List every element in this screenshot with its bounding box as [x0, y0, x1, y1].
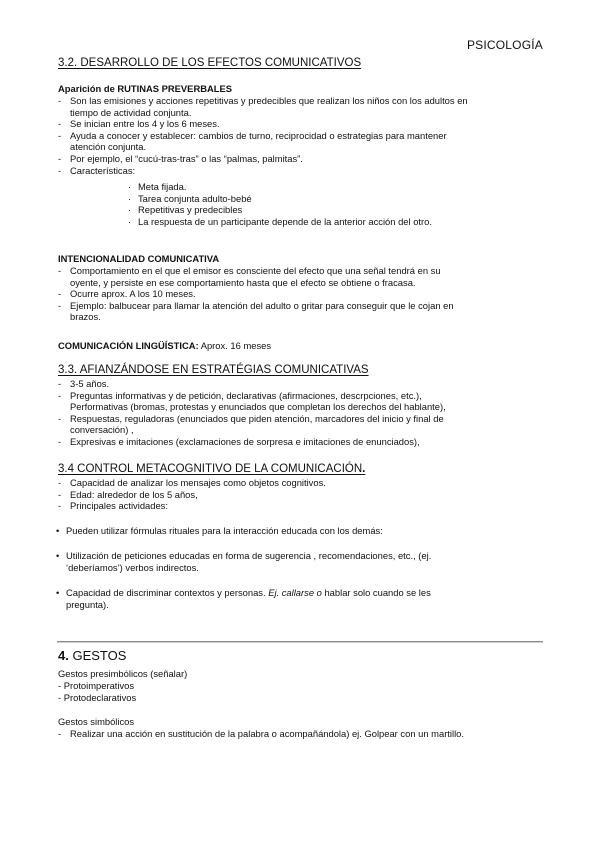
list-item: - Ocurre aprox. A los 10 meses.: [58, 288, 196, 300]
page-header-subject: PSICOLOGÍA: [466, 38, 543, 52]
protodeclarativos: - Protodeclarativos: [58, 692, 137, 703]
list-item: - Capacidad de analizar los mensajes como objetos cognitivos.: [58, 477, 326, 488]
bullet-formulas-rituales: • Pueden utilizar fórmulas rituales para la interacción educada con los demás:: [56, 525, 383, 536]
list-item-continuation: atención conjunta.: [70, 141, 147, 153]
section-3-3-title: 3.3. AFIANZÁNDOSE EN ESTRATÉGIAS COMUNICATIVAS: [58, 364, 369, 376]
list-item: - Principales actividades:: [58, 500, 168, 512]
list-item: - Realizar una acción en sustitución de la palabra o acompañándola) ej. Golpear con un martillo.: [58, 728, 464, 739]
estrategias-list: [58, 378, 548, 448]
bullet-peticiones-educadas: • Utilización de peticiones educadas en forma de sugerencia , recomendaciones, etc., (ej. ‘deberíamos’) verbos indirectos.: [56, 550, 432, 573]
list-item: - Comportamiento en el que el emisor es consciente del efecto que una señal tendrá en su: [58, 265, 441, 276]
list-item: - Expresivas e imitaciones (exclamaciones de sorpresa e imitaciones de enunciados),: [58, 435, 420, 447]
section-4-title: 4. GESTOS: [58, 648, 127, 663]
list-item: · Repetitivas y predecibles: [128, 204, 243, 216]
bullet-discriminar-contextos: • Capacidad de discriminar contextos y personas. Ej. callarse o hablar solo cuando se les pregunta).: [56, 587, 431, 610]
list-item: - Respuestas, reguladoras (enunciados que piden atención, marcadores del inicio y final de: [58, 412, 444, 424]
list-item-continuation: Performativas (bromas, protestas y enunciados que completan los derechos del hablante),: [70, 401, 446, 413]
section-3-2-title: 3.2. DESARROLLO DE LOS EFECTOS COMUNICATIVOS: [58, 57, 362, 69]
gestos-presimbolicos: Gestos presimbólicos (señalar): [58, 668, 188, 679]
list-item: - Ayuda a conocer y establecer: cambios de turno, reciprocidad o estrategias para mantener: [58, 129, 447, 141]
list-item: - Por ejemplo, el “cucú-tras-tras” o las “palmas, palmitas”.: [58, 152, 303, 164]
comunicacion-linguistica: COMUNICACIÓN LINGÜÍSTICA: Aprox. 16 meses: [58, 340, 272, 351]
section-divider: [57, 641, 543, 643]
list-item: · La respuesta de un participante depende de la anterior acción del otro.: [128, 215, 432, 227]
list-item: - Edad: alrededor de los 5 años,: [58, 488, 198, 500]
caracteristicas-list: [128, 181, 528, 227]
list-item: - Características:: [58, 164, 136, 176]
intencionalidad-heading: INTENCIONALIDAD COMUNICATIVA: [58, 253, 220, 264]
list-item-continuation: conversación) ,: [70, 424, 134, 436]
metacognitivo-list: [58, 477, 548, 512]
list-item: · Meta fijada.: [128, 181, 187, 192]
list-item: - Ejemplo: balbucear para llamar la atención del adulto o gritar para conseguir que le cojan en: [58, 299, 454, 311]
list-item-continuation: tiempo de actividad conjunta.: [70, 106, 192, 118]
list-item: - Son las emisiones y acciones repetitivas y predecibles que realizan los niños con los adultos en: [58, 95, 468, 106]
list-item: · Tarea conjunta adulto-bebé: [128, 192, 252, 204]
list-item: - 3-5 años.: [58, 378, 110, 389]
simbolicos-list: [58, 728, 548, 740]
list-item: - Preguntas informativas y de petición, declarativas (afirmaciones, descrpciones, etc.),: [58, 389, 422, 401]
list-item-continuation: oyente, y persiste en ese comportamiento hasta que el efecto se obtiene o fracasa.: [70, 276, 416, 288]
list-item-continuation: brazos.: [70, 311, 101, 323]
protoimperativos: - Protoimperativos: [58, 680, 135, 691]
section-3-4-title: 3.4 CONTROL METACOGNITIVO DE LA COMUNICACIÓN.: [58, 463, 366, 475]
intencionalidad-list: [58, 265, 548, 323]
list-item: - Se inician entre los 4 y los 6 meses.: [58, 118, 220, 130]
gestos-simbolicos: Gestos simbólicos: [58, 716, 135, 727]
rutinas-list: [58, 95, 548, 176]
rutinas-heading: Aparición de RUTINAS PREVERBALES: [58, 83, 232, 94]
